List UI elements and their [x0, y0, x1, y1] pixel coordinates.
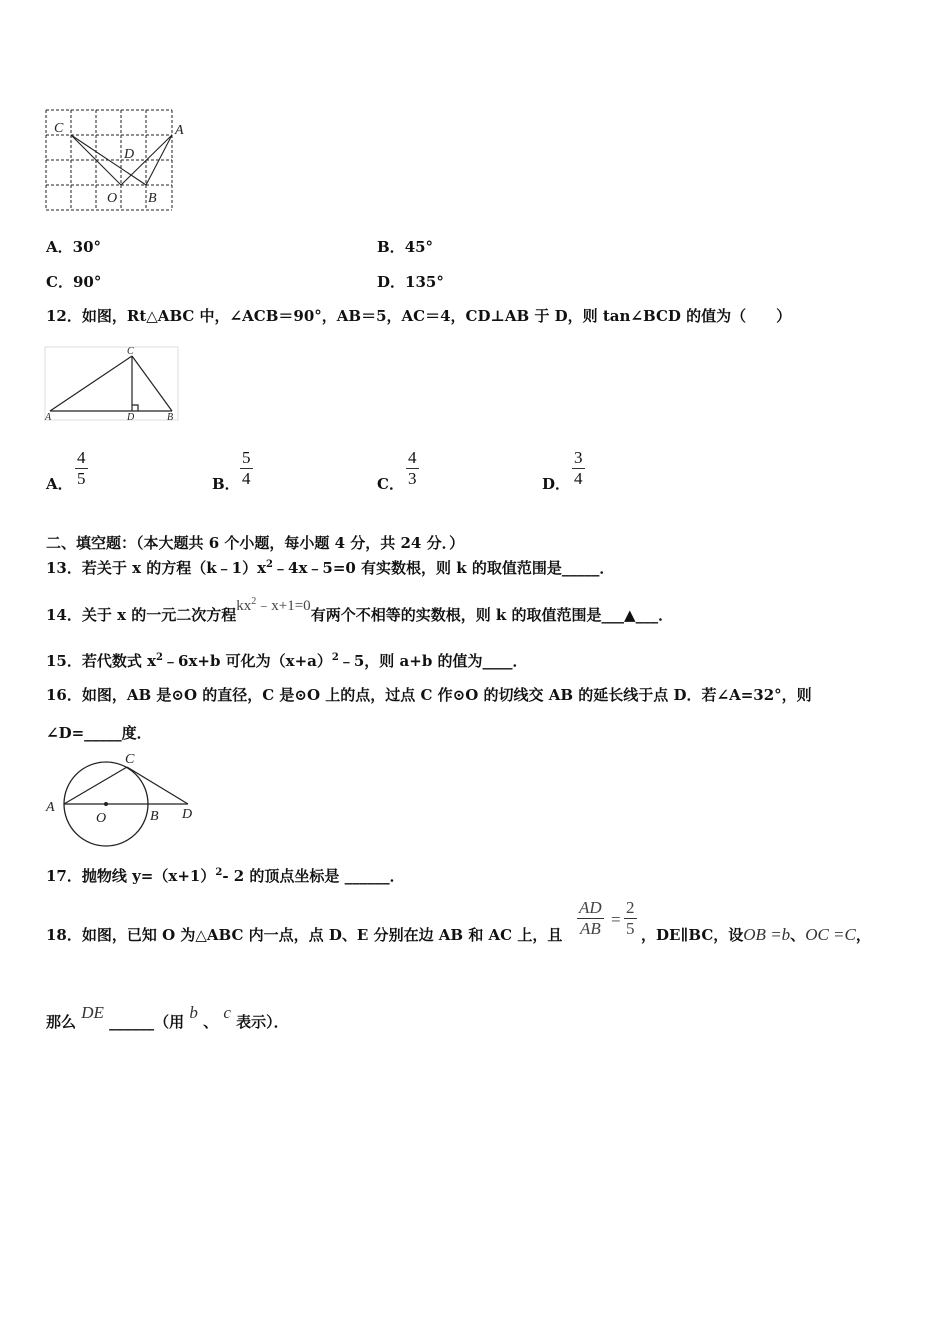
label-B: B [150, 809, 159, 824]
label-A: A [45, 412, 52, 423]
section-heading: 二、填空题：（本大题共 6 个小题，每小题 4 分，共 24 分．） [46, 534, 465, 552]
q12-option-a-letter: A． [46, 475, 73, 493]
label-C: C [125, 752, 135, 767]
q18-fraction-2-5: $\frac{2}{5}$ [626, 898, 635, 938]
label-D: D [127, 412, 135, 423]
q12-option-d-fraction: $\frac{3}{4}$ [574, 448, 583, 488]
label-O: O [96, 811, 107, 826]
answer-blank: ______ [109, 1013, 155, 1031]
q12-option-c-fraction: $\frac{4}{3}$ [408, 448, 417, 488]
label-C: C [54, 121, 64, 136]
q12-option-b-fraction: $\frac{5}{4}$ [242, 448, 251, 488]
q18-question-start: 18．如图，已知 O 为△ABC 内一点，点 D、E 分别在边 AB 和 AC 上，且 [46, 926, 563, 944]
figure-q16 [42, 748, 202, 850]
q15-question: 15．若代数式 $x^2﹣6x+b$ 可化为$(x+a)^2﹣5$，则 a+b 的值为____． [46, 652, 528, 670]
q18-fraction-ad-ab: $\frac{AD}{AB}$ [579, 898, 602, 938]
q17-question: 17．抛物线 $y=(x+1)^2-$ 2 的顶点坐标是 ______． [46, 867, 405, 885]
q12-option-d-letter: D． [542, 475, 571, 493]
q12-option-a-fraction: $\frac{4}{5}$ [77, 448, 86, 488]
q12-option-c-letter: C． [377, 475, 404, 493]
q12-question: 12．如图，Rt△ABC 中，∠ACB＝90°，AB＝5，AC＝4，CD⊥AB 于 D，则 tan∠BCD 的值为（ ） [46, 307, 792, 325]
vector-c: c [223, 1003, 231, 1022]
q11-option-c: C．90° [46, 273, 102, 291]
q16-question-line2: ∠D=_____度． [46, 724, 152, 742]
label-C: C [127, 346, 134, 357]
q14-equation: $kx^2﹣x+1=0$ [236, 596, 311, 614]
label-D: D [124, 147, 135, 162]
vector-de: DE [81, 1003, 104, 1022]
q18-equals: = [611, 910, 621, 929]
label-B: B [148, 191, 157, 206]
label-B: B [167, 412, 174, 423]
q13-question: 13．若关于 x 的方程$(k﹣1)x^2﹣4x﹣5=0$ 有实数根，则 k 的取值范围是_____． [46, 559, 615, 577]
q18-question-mid: ，DE∥BC，设OB =b、OC =C， [641, 925, 871, 944]
q14-question: 14．关于 x 的一元二次方程$kx^2﹣x+1=0$有两个不相等的实数根，则 k 的取值范围是___▲___． [46, 596, 674, 624]
vector-oc: OC =C [805, 925, 856, 944]
label-O: O [107, 191, 118, 206]
q18-question-line2: 那么 DE ______（用 b 、 c 表示）． [46, 1003, 289, 1031]
label-D: D [182, 807, 193, 822]
vector-b: b [189, 1003, 198, 1022]
q11-option-d: D．135° [377, 273, 444, 291]
q16-question-line1: 16．如图，AB 是⊙O 的直径，C 是⊙O 上的点，过点 C 作⊙O 的切线交 AB 的延长线于点 D．若∠A=32°，则 [46, 686, 812, 704]
figure-q12 [42, 344, 182, 424]
answer-blank: ___▲___ [601, 606, 659, 624]
q11-option-a: A．30° [46, 238, 102, 256]
label-A: A [175, 123, 184, 138]
figure-q11 [44, 108, 194, 214]
vector-ob: OB =b [743, 925, 791, 944]
q12-option-b-letter: B． [212, 475, 240, 493]
label-A: A [46, 800, 55, 815]
q11-option-b: B．45° [377, 238, 434, 256]
